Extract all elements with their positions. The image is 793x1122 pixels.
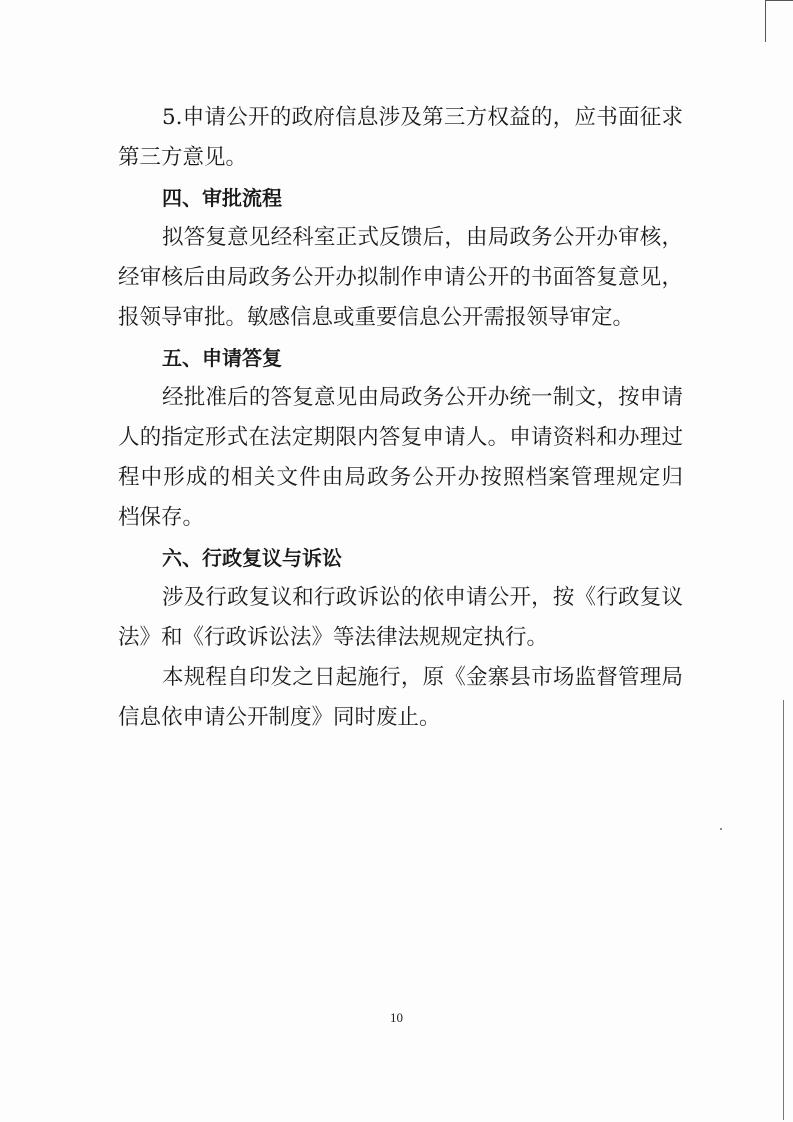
- paragraph-line: 程中形成的相关文件由局政务公开办按照档案管理规定归: [118, 465, 683, 490]
- paragraph-line: 报领导审批。敏感信息或重要信息公开需报领导审定。: [118, 305, 635, 330]
- document-body: [118, 98, 683, 738]
- paragraph-line: 经批准后的答复意见由局政务公开办统一制文，按申请: [162, 385, 683, 410]
- paragraph-line: 信息依申请公开制度》同时废止。: [118, 705, 441, 730]
- paragraph-line: 第三方意见。: [118, 145, 248, 170]
- paragraph-line: 涉及行政复议和行政诉讼的依申请公开，按《行政复议: [162, 585, 683, 610]
- paragraph-line: 经审核后由局政务公开办拟制作申请公开的书面答复意见，: [118, 265, 683, 290]
- section-heading-review-litigation: 六、行政复议与诉讼: [162, 546, 342, 570]
- section-heading-reply: 五、申请答复: [162, 346, 282, 370]
- paragraph-line: 人的指定形式在法定期限内答复申请人。申请资料和办理过: [118, 425, 683, 450]
- paragraph-line: 拟答复意见经科室正式反馈后，由局政务公开办审核，: [162, 225, 683, 250]
- page-number: 10: [390, 1010, 403, 1025]
- scan-edge-mark: [765, 0, 766, 42]
- paragraph-line: 档保存。: [118, 505, 205, 530]
- scan-edge-mark-horizontal: [765, 0, 793, 1]
- section-heading-approval: 四、审批流程: [162, 186, 282, 210]
- paragraph-line: 5.申请公开的政府信息涉及第三方权益的，应书面征求: [162, 105, 683, 130]
- paragraph-line: 本规程自印发之日起施行，原《金寨县市场监督管理局: [162, 665, 683, 690]
- scan-speck: [720, 828, 722, 830]
- scan-edge-line: [783, 700, 784, 1120]
- paragraph-line: 法》和《行政诉讼法》等法律法规规定执行。: [118, 625, 549, 650]
